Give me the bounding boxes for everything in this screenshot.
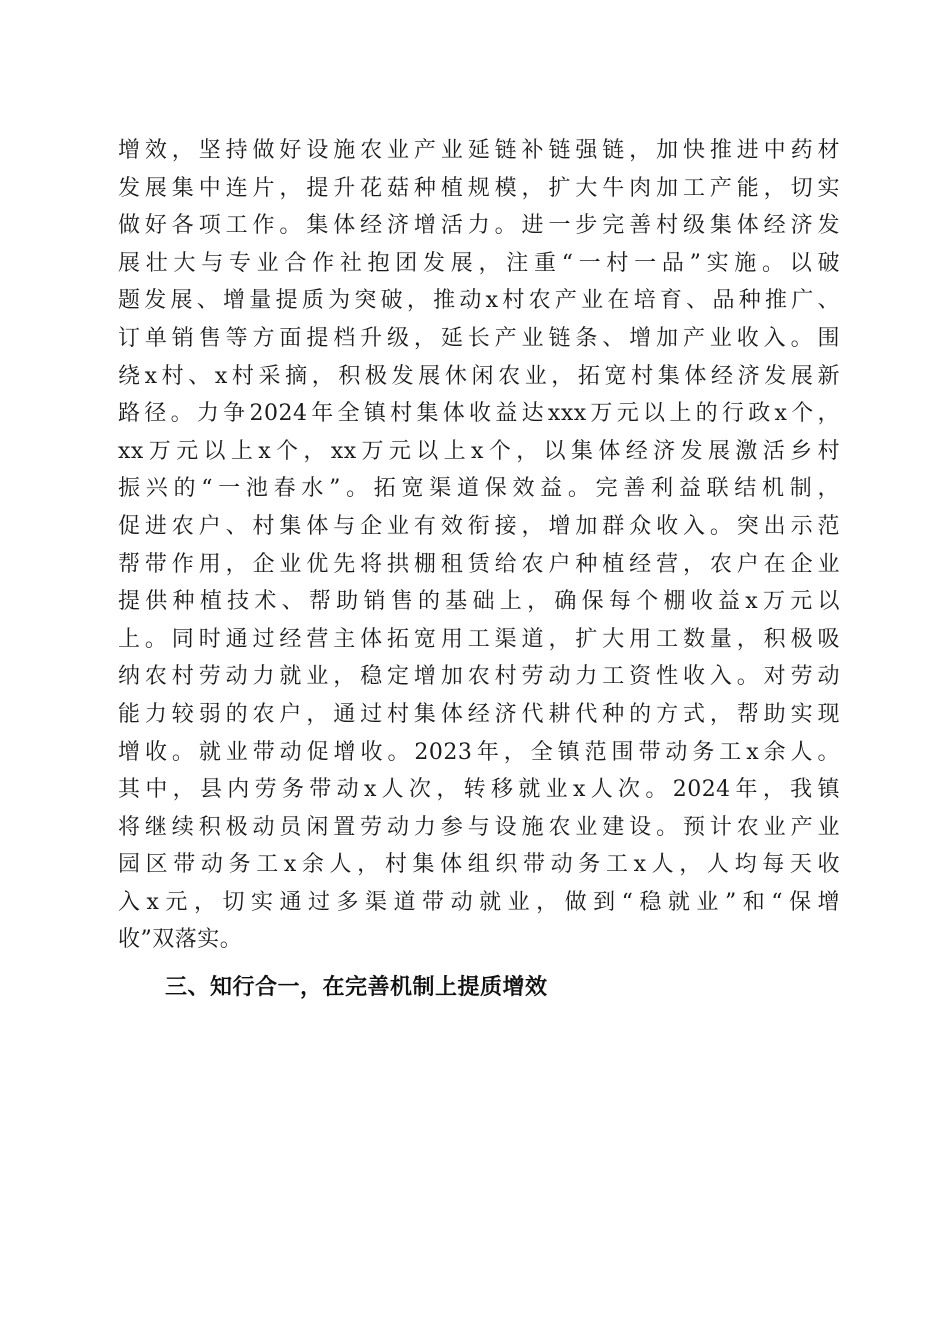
paragraph-line: 帮带作用，企业优先将拱棚租赁给农户种植经营，农户在企业 xyxy=(118,551,840,577)
paragraph-line: 能力较弱的农户，通过村集体经济代耕代种的方式，帮助实现 xyxy=(118,701,840,727)
paragraph-line: 做好各项工作。集体经济增活力。进一步完善村级集体经济发 xyxy=(118,213,840,239)
paragraph-line: 题发展、增量提质为突破，推动x村农产业在培育、品种推广、 xyxy=(118,288,840,314)
paragraph-line: 绕x村、x村采摘，积极发展休闲农业，拓宽村集体经济发展新 xyxy=(118,363,840,389)
paragraph-line: 提供种植技术、帮助销售的基础上，确保每个棚收益x万元以 xyxy=(118,589,840,615)
paragraph-line: 纳农村劳动力就业，稳定增加农村劳动力工资性收入。对劳动 xyxy=(118,664,840,690)
paragraph-line: 收”双落实。 xyxy=(118,927,243,953)
paragraph-line: 园区带动务工x余人，村集体组织带动务工x人，人均每天收 xyxy=(118,852,840,878)
paragraph-line: 订单销售等方面提档升级，延长产业链条、增加产业收入。围 xyxy=(118,325,840,351)
paragraph-line: 振兴的“一池春水”。拓宽渠道保效益。完善利益联结机制， xyxy=(118,476,840,502)
body-paragraph xyxy=(118,132,840,959)
document-body xyxy=(118,132,840,1007)
paragraph-line: xx万元以上x个，xx万元以上x个，以集体经济发展激活乡村 xyxy=(118,438,840,464)
paragraph-line: 增收。就业带动促增收。2023年，全镇范围带动务工x余人。 xyxy=(118,739,840,765)
paragraph-line: 发展集中连片，提升花菇种植规模，扩大牛肉加工产能，切实 xyxy=(118,175,840,201)
paragraph-line: 其中，县内劳务带动x人次，转移就业x人次。2024年，我镇 xyxy=(118,777,840,803)
paragraph-line: 路径。力争2024年全镇村集体收益达xxx万元以上的行政x个， xyxy=(118,401,840,427)
paragraph-line: 展壮大与专业合作社抱团发展，注重“一村一品”实施。以破 xyxy=(118,250,840,276)
paragraph-line: 增效，坚持做好设施农业产业延链补链强链，加快推进中药材 xyxy=(118,138,840,163)
paragraph-line: 将继续积极动员闲置劳动力参与设施农业建设。预计农业产业 xyxy=(118,814,840,840)
section-heading: 三、知行合一，在完善机制上提质增效 xyxy=(165,975,548,1001)
paragraph-line: 促进农户、村集体与企业有效衔接，增加群众收入。突出示范 xyxy=(118,513,840,539)
paragraph-line: 上。同时通过经营主体拓宽用工渠道，扩大用工数量，积极吸 xyxy=(118,626,840,652)
paragraph-line: 入x元，切实通过多渠道带动就业，做到“稳就业”和“保增 xyxy=(118,889,840,915)
